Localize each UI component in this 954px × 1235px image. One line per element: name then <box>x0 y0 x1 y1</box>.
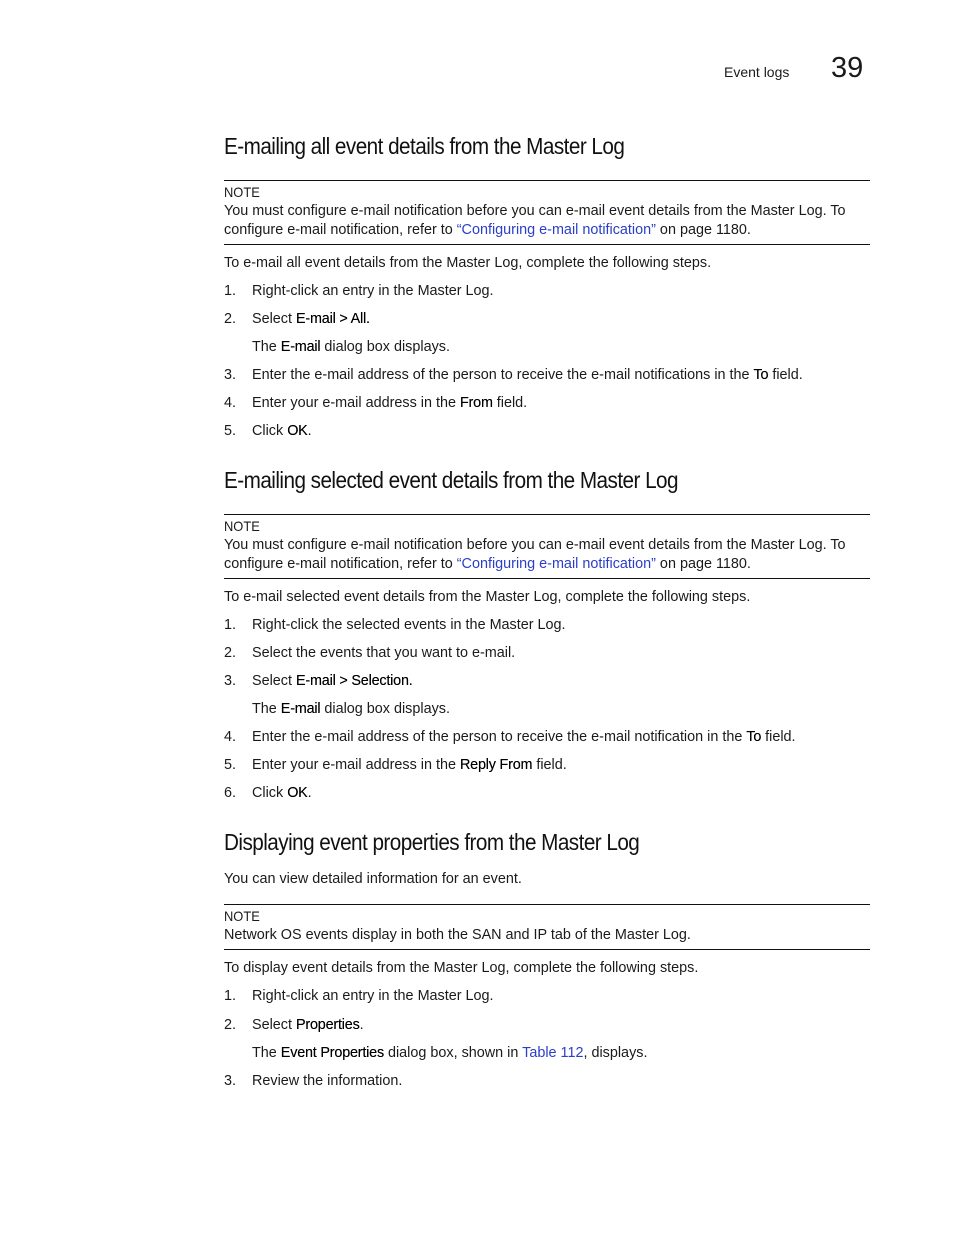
step-result: The Event Properties dialog box, shown in Table 112, displays. <box>252 1045 648 1061</box>
note-text-end: on page 1180. <box>655 556 751 572</box>
intro-text: To e-mail all event details from the Master Log, complete the following steps. <box>224 255 712 271</box>
step-item: 4. Enter your e-mail address in the From field. <box>224 395 528 411</box>
step-item: 5. Click OK. <box>224 423 312 439</box>
lead-text: You can view detailed information for an event. <box>224 871 522 887</box>
note-box <box>224 514 870 579</box>
note-label: NOTE <box>224 184 260 200</box>
step-result: The E-mail dialog box displays. <box>252 339 450 355</box>
step-item: 2. Select Properties. <box>224 1017 364 1033</box>
header-section-title: Event logs <box>724 64 790 80</box>
step-item: 5. Enter your e-mail address in the Reply From field. <box>224 757 567 773</box>
step-item: 3. Select E-mail > Selection. <box>224 673 413 689</box>
step-item: 2. Select E-mail > All. <box>224 311 370 327</box>
step-item: 4. Enter the e-mail address of the person to receive the e-mail notification in the To field. <box>224 729 796 745</box>
note-text: You must configure e-mail notification before you can e-mail event details from the Master Log. To configure e-mail notification, refer to <box>224 537 846 572</box>
note-text-end: on page 1180. <box>655 222 751 238</box>
step-item: 3. Enter the e-mail address of the person to receive the e-mail notifications in the To field. <box>224 367 803 383</box>
step-result: The E-mail dialog box displays. <box>252 701 450 717</box>
intro-text: To e-mail selected event details from the Master Log, complete the following steps. <box>224 589 751 605</box>
cross-reference-link[interactable]: “Configuring e-mail notification” <box>456 222 656 238</box>
step-item: 1. Right-click an entry in the Master Log. <box>224 988 494 1004</box>
note-text: You must configure e-mail notification before you can e-mail event details from the Master Log. To configure e-mail notification, refer to <box>224 203 846 238</box>
header-chapter-number: 39 <box>831 52 864 84</box>
cross-reference-link[interactable]: “Configuring e-mail notification” <box>456 556 656 572</box>
note-label: NOTE <box>224 518 260 534</box>
table-reference-link[interactable]: Table 112 <box>522 1045 584 1061</box>
step-item: 1. Right-click the selected events in the Master Log. <box>224 617 566 633</box>
note-label: NOTE <box>224 908 260 924</box>
section-heading: E-mailing selected event details from the Master Log <box>224 467 679 493</box>
intro-text: To display event details from the Master Log, complete the following steps. <box>224 960 699 976</box>
step-item: 3. Review the information. <box>224 1073 403 1089</box>
section-heading: Displaying event properties from the Master Log <box>224 829 640 855</box>
section-heading: E-mailing all event details from the Master Log <box>224 133 625 159</box>
note-text: Network OS events display in both the SAN and IP tab of the Master Log. <box>224 927 691 943</box>
step-item: 1. Right-click an entry in the Master Log. <box>224 283 494 299</box>
step-item: 2. Select the events that you want to e-mail. <box>224 645 516 661</box>
step-item: 6. Click OK. <box>224 785 312 801</box>
note-box <box>224 180 870 245</box>
note-box <box>224 904 870 950</box>
